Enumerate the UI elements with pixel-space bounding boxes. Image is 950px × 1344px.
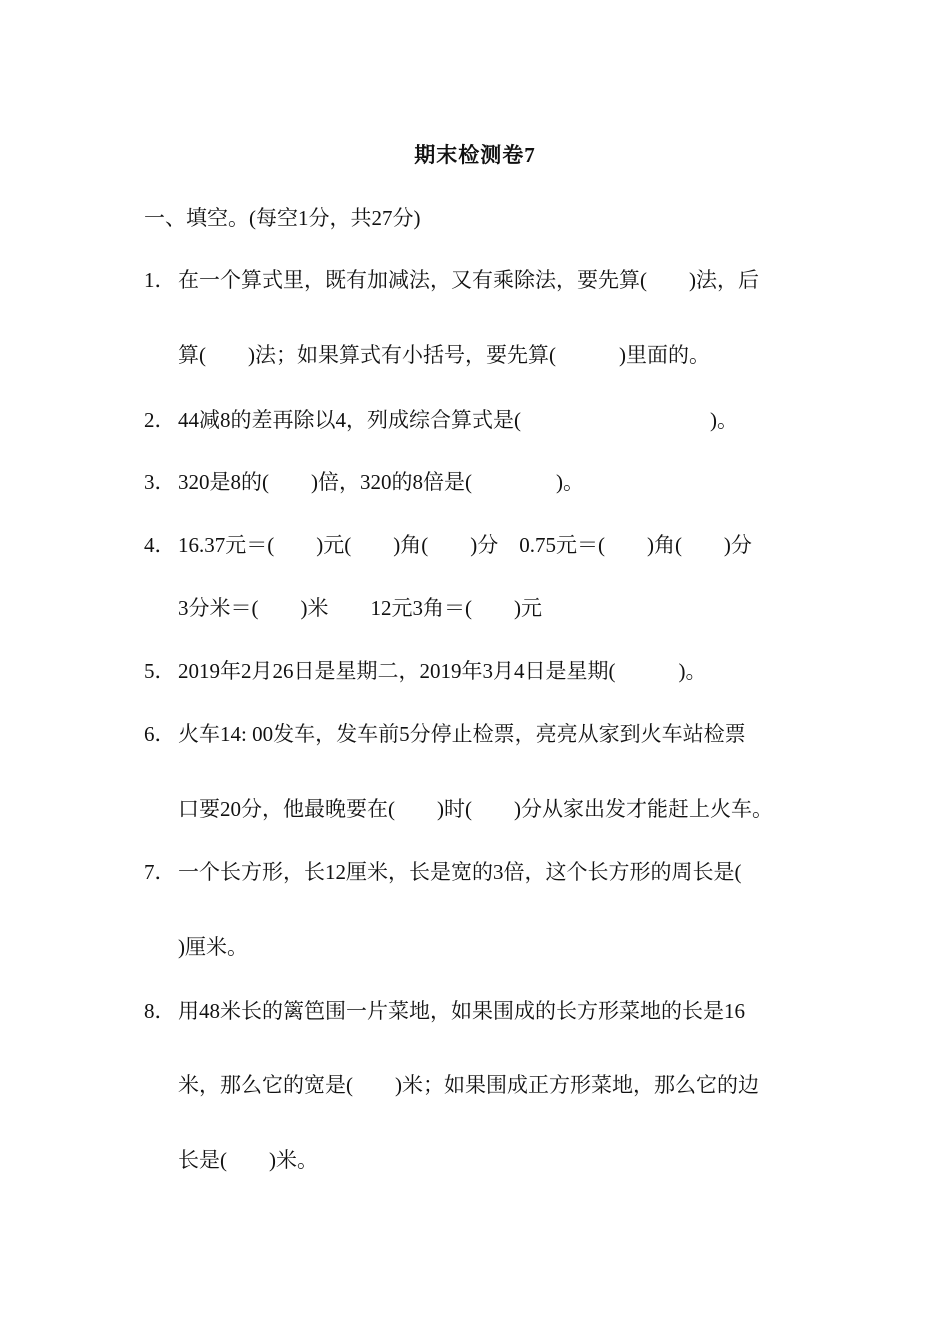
question-3-number: 3． [144, 470, 176, 494]
question-7-number: 7． [144, 860, 176, 884]
question-3-line-1 [144, 468, 584, 496]
question-8-line-3: 长是( )米。 [178, 1148, 318, 1172]
question-7-text-1: 一个长方形，长12厘米，长是宽的3倍，这个长方形的周长是( [178, 860, 742, 884]
question-4-line-1 [144, 531, 752, 559]
question-5-line-1 [144, 657, 707, 685]
question-6-number: 6． [144, 722, 176, 746]
question-8-line-2: 米，那么它的宽是( )米；如果围成正方形菜地，那么它的边 [178, 1073, 759, 1097]
question-4-line-2: 3分米＝( )米 12元3角＝( )元 [178, 596, 542, 620]
section-heading: 一、填空。(每空1分，共27分) [144, 206, 421, 230]
question-4-text-1: 16.37元＝( )元( )角( )分 0.75元＝( )角( )分 [178, 533, 752, 557]
question-8-text-1: 用48米长的篱笆围一片菜地，如果围成的长方形菜地的长是16 [178, 999, 745, 1023]
question-5-number: 5． [144, 659, 176, 683]
question-1-number: 1． [144, 268, 176, 292]
page-title: 期末检测卷7 [414, 143, 536, 167]
question-8-number: 8． [144, 999, 176, 1023]
question-2-text-1: 44减8的差再除以4，列成综合算式是( )。 [178, 408, 738, 432]
question-3-text-1: 320是8的( )倍，320的8倍是( )。 [178, 470, 584, 494]
question-7-line-2: )厘米。 [178, 935, 248, 959]
question-5-text-1: 2019年2月26日是星期二，2019年3月4日是星期( )。 [178, 659, 707, 683]
question-2-line-1 [144, 406, 738, 434]
question-6-text-1: 火车14: 00发车，发车前5分停止检票，亮亮从家到火车站检票 [178, 722, 746, 746]
question-8-line-1 [144, 997, 745, 1025]
question-6-line-2: 口要20分，他最晚要在( )时( )分从家出发才能赶上火车。 [178, 797, 773, 821]
question-7-line-1 [144, 858, 742, 886]
question-4-number: 4． [144, 533, 176, 557]
question-1-line-1 [144, 266, 759, 294]
question-1-text-1: 在一个算式里，既有加减法，又有乘除法，要先算( )法，后 [178, 268, 759, 292]
question-2-number: 2． [144, 408, 176, 432]
question-6-line-1 [144, 720, 746, 748]
question-1-line-2: 算( )法；如果算式有小括号，要先算( )里面的。 [178, 343, 710, 367]
